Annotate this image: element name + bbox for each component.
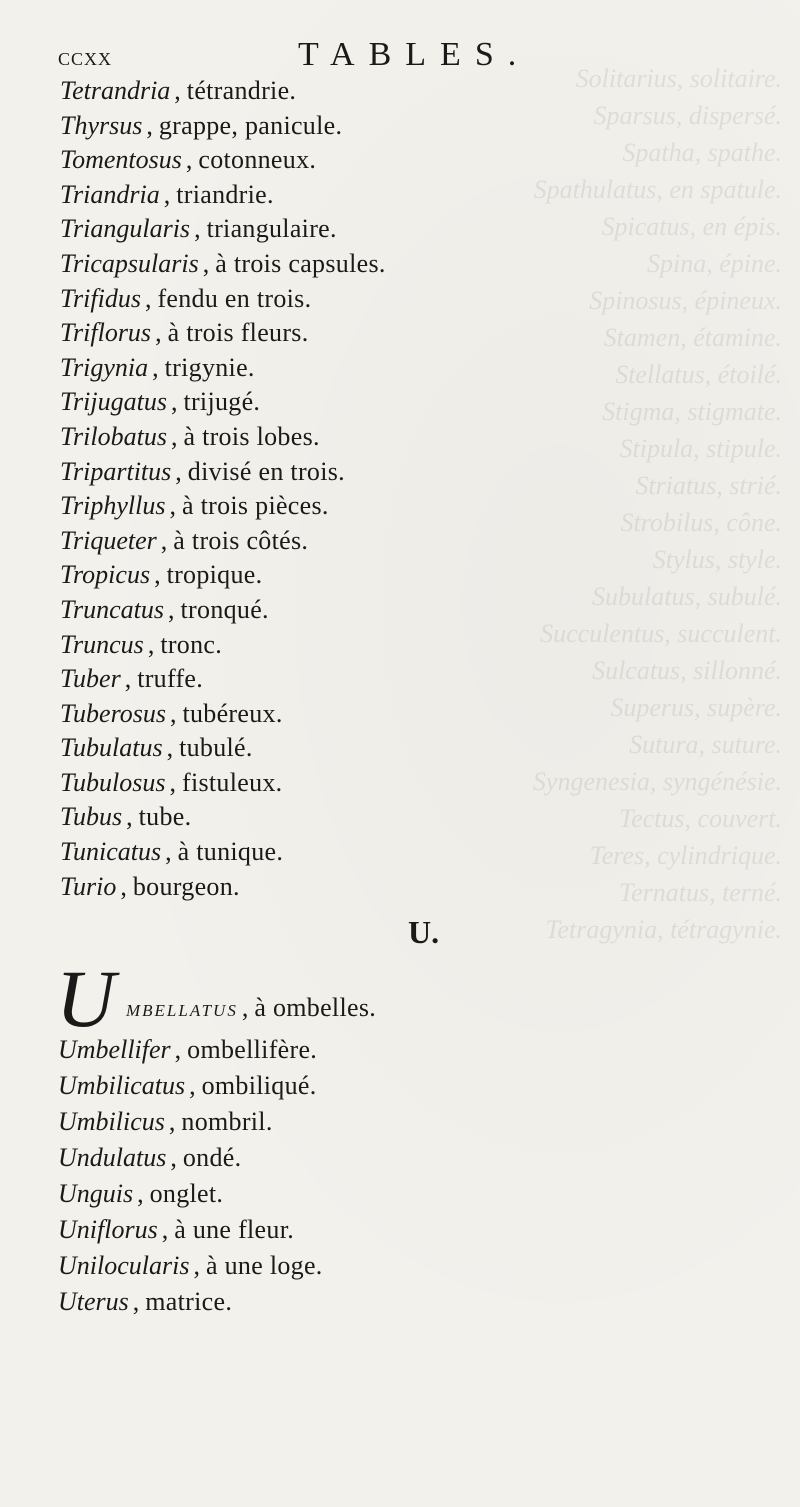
glossary-entry (60, 766, 520, 801)
entry-separator: , (161, 1215, 169, 1244)
entry-term: Triphyllus (60, 491, 166, 521)
entry-separator: , (126, 802, 133, 832)
entry-definition: triangulaire. (206, 214, 337, 244)
entry-separator: , (189, 1071, 196, 1100)
entry-separator: , (132, 1287, 140, 1316)
entry-term: Uniflorus (58, 1215, 158, 1244)
glossary-entry (60, 385, 520, 420)
glossary-entry (60, 558, 520, 593)
entry-term: Tuber (60, 664, 121, 694)
entry-definition: cotonneux. (198, 145, 317, 175)
entry-separator: , (169, 767, 176, 797)
entry-term: Tubulosus (60, 767, 166, 797)
glossary-entry (60, 143, 520, 178)
entry-definition: à tunique. (177, 837, 284, 867)
entry-term: Umbellifer (58, 1035, 171, 1064)
glossary-entry (60, 420, 520, 455)
entry-separator: , (163, 179, 171, 209)
entry-separator: , (174, 1035, 182, 1064)
entry-definition: à trois fleurs. (167, 318, 309, 348)
entry-term: Trijugatus (60, 387, 167, 417)
entry-separator: , (168, 1107, 176, 1136)
glossary-entry (60, 835, 520, 870)
entry-definition: tubulé. (179, 733, 253, 763)
entry-term: Thyrsus (60, 110, 143, 140)
entry-term: Tubulatus (60, 733, 163, 763)
glossary-entry (60, 489, 520, 524)
glossary-entry (58, 1140, 518, 1176)
show-through-bleed: Solitarius, solitaire. Sparsus, dispersé. Spatha, spathe. Spathulatus, en spatule. Spicatus, en épis. Spina, épine. Spinosus, épineux. Stamen, étamine. Stellatus, étoilé. Stigma, stigmate. Stipula, stipule. Striatus, strié. Strobilus, cône. Stylus, style. Subulatus, subulé. Succulentus, succulent. Sulcatus, sillonné. Superus, supère. Sutura, suture. Syngenesia, syngénésie. Tectus, couvert. Teres, cylindrique. Ternatus, terné. Tetragynia, tétragynie. (532, 64, 782, 944)
entry-term: Triandria (60, 179, 160, 209)
entry-term: Tuberosus (60, 698, 166, 728)
entry-separator: , (166, 733, 174, 763)
entry-term: MBELLATUS (126, 1001, 238, 1020)
entry-term: Uterus (58, 1287, 129, 1316)
glossary-entry (60, 697, 520, 732)
entry-term: Tetrandria (60, 76, 171, 105)
entry-separator: , (174, 76, 181, 105)
entry-definition: à trois pièces. (181, 491, 329, 521)
entry-definition: triandrie. (176, 179, 274, 209)
entry-definition: à ombelles. (254, 993, 377, 1022)
entry-separator: , (185, 145, 193, 175)
entry-separator: , (175, 456, 182, 486)
entry-separator: , (170, 421, 178, 451)
entry-term: Triqueter (60, 525, 157, 555)
glossary-entry (60, 628, 520, 663)
entry-definition: ondé. (182, 1143, 242, 1172)
entry-term: Umbilicatus (58, 1071, 186, 1100)
glossary-entry (58, 1032, 518, 1068)
entry-definition: nombril. (181, 1107, 273, 1136)
entry-separator: , (168, 594, 175, 624)
glossary-entry (60, 662, 520, 697)
entry-definition: grappe, panicule. (158, 110, 343, 140)
entry-term: Tripartitus (60, 456, 172, 486)
entry-definition: ombiliqué. (201, 1071, 317, 1100)
entry-definition: fendu en trois. (157, 283, 312, 313)
running-title: TABLES. (298, 36, 531, 73)
entry-term: Turio (60, 871, 117, 901)
entry-separator: , (154, 560, 161, 590)
entry-definition: tube. (138, 802, 192, 832)
entry-separator: , (241, 993, 249, 1022)
glossary-entry (60, 316, 520, 351)
glossary-entry (60, 593, 520, 628)
entry-separator: , (155, 318, 162, 348)
entry-separator: , (202, 248, 210, 278)
entry-term: Triflorus (60, 318, 152, 348)
glossary-entry (58, 1248, 518, 1284)
glossary-entry (58, 1212, 518, 1248)
entry-separator: , (137, 1179, 144, 1208)
entry-separator: , (152, 352, 159, 382)
entry-definition: onglet. (149, 1179, 224, 1208)
glossary-u-list (58, 1032, 518, 1320)
entry-definition: tropique. (166, 560, 263, 590)
entry-term: Umbilicus (58, 1107, 165, 1136)
entry-definition: à trois capsules. (215, 248, 386, 278)
glossary-entry (60, 282, 520, 317)
glossary-entry (60, 524, 520, 559)
glossary-entry (60, 212, 520, 247)
glossary-t-list (60, 74, 520, 904)
entry-definition: matrice. (145, 1287, 233, 1316)
glossary-entry (60, 455, 520, 490)
entry-definition: à une loge. (205, 1251, 323, 1280)
entry-separator: , (124, 664, 132, 694)
glossary-entry (60, 247, 520, 282)
folio-number: ccxx (58, 42, 113, 71)
entry-separator: , (170, 387, 178, 417)
entry-separator: , (160, 525, 168, 555)
entry-separator: , (169, 698, 177, 728)
glossary-entry (58, 1176, 518, 1212)
entry-term: Tricapsularis (60, 248, 199, 278)
entry-separator: , (120, 871, 127, 901)
entry-term: Trigynia (60, 352, 149, 382)
entry-definition: tronqué. (180, 594, 269, 624)
page-header (58, 36, 548, 76)
glossary-entry (58, 1104, 518, 1140)
entry-term: Undulatus (58, 1143, 167, 1172)
glossary-entry (60, 800, 520, 835)
entry-separator: , (146, 110, 153, 140)
entry-definition: à une fleur. (174, 1215, 295, 1244)
entry-definition: truffe. (137, 664, 204, 694)
entry-term: Truncus (60, 629, 144, 659)
entry-definition: tronc. (160, 629, 223, 659)
entry-definition: trigynie. (164, 352, 255, 382)
first-entry-text (126, 990, 376, 1029)
entry-definition: tétrandrie. (186, 76, 297, 105)
entry-definition: tubéreux. (182, 698, 283, 728)
glossary-entry (58, 1284, 518, 1320)
entry-definition: divisé en trois. (187, 456, 345, 486)
drop-cap: U (56, 953, 116, 1044)
entry-term: Trilobatus (60, 421, 167, 451)
entry-definition: à trois lobes. (183, 421, 320, 451)
glossary-entry (60, 109, 520, 144)
glossary-entry (60, 870, 520, 905)
entry-term: Tubus (60, 802, 123, 832)
entry-definition: à trois côtés. (173, 525, 309, 555)
entry-definition: ombellifère. (187, 1035, 318, 1064)
entry-term: Tunicatus (60, 837, 162, 867)
entry-term: Trifidus (60, 283, 141, 313)
glossary-entry (58, 1068, 518, 1104)
entry-term: Triangularis (60, 214, 191, 244)
entry-term: Unguis (58, 1179, 134, 1208)
glossary-entry (60, 731, 520, 766)
entry-definition: fistuleux. (182, 767, 283, 797)
entry-definition: bourgeon. (132, 871, 240, 901)
entry-separator: , (147, 629, 155, 659)
entry-separator: , (194, 214, 201, 244)
entry-term: Unilocularis (58, 1251, 190, 1280)
section-heading-u: U. (408, 914, 440, 950)
entry-definition: trijugé. (183, 387, 261, 417)
entry-separator: , (165, 837, 172, 867)
entry-separator: , (193, 1251, 200, 1280)
entry-term: Truncatus (60, 594, 165, 624)
glossary-entry (60, 74, 520, 109)
entry-separator: , (170, 1143, 177, 1172)
entry-term: Tomentosus (60, 145, 182, 175)
entry-separator: , (169, 491, 176, 521)
glossary-entry (60, 178, 520, 213)
entry-term: Tropicus (60, 560, 151, 590)
glossary-entry (60, 351, 520, 386)
entry-separator: , (144, 283, 152, 313)
